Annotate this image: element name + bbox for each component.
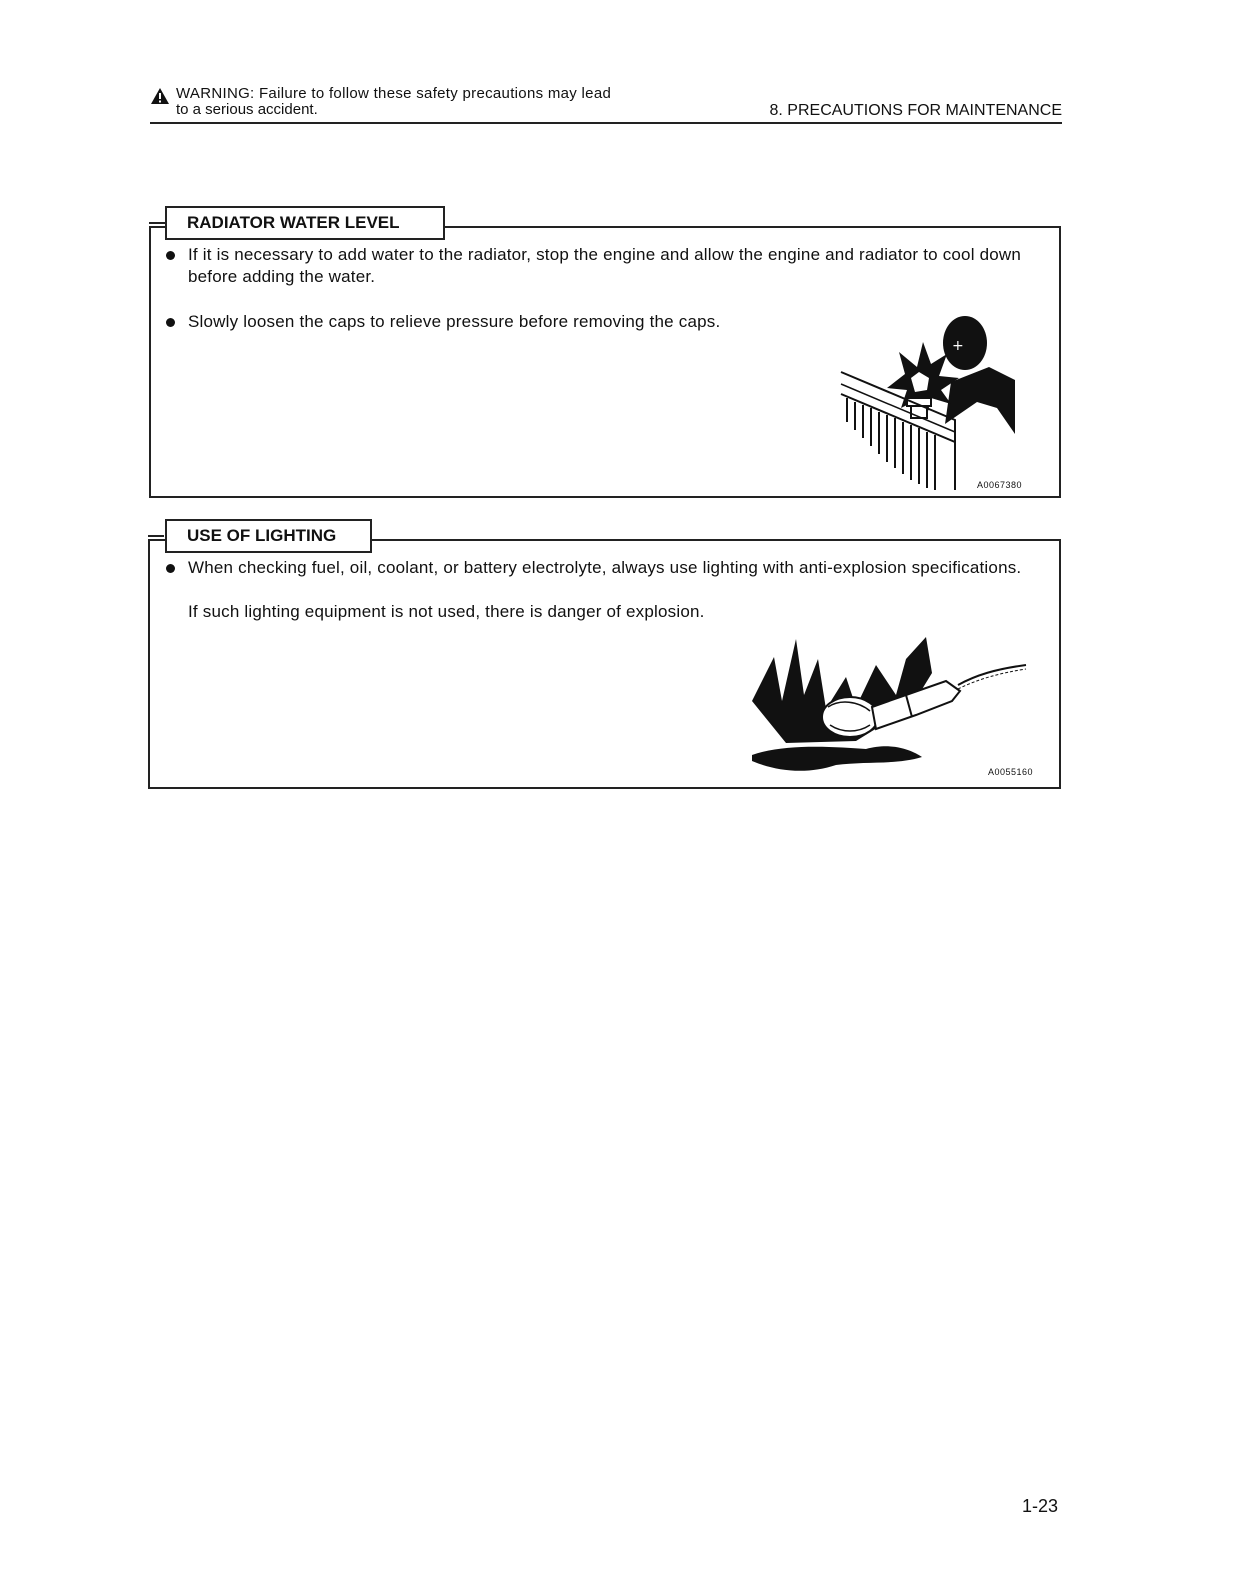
bullet-dot — [166, 318, 175, 327]
explosion-lamp-illustration — [746, 629, 1046, 779]
radiator-figure-code: A0067380 — [977, 480, 1023, 490]
lighting-box-tick — [148, 535, 164, 537]
radiator-bullet-1 — [188, 244, 1058, 288]
lighting-bullet-1 — [188, 557, 1058, 579]
radiator-bullet-1-text: If it is necessary to add water to the radiator, stop the engine and allow the engine and radiator to cool down before adding the water. — [188, 245, 1022, 286]
radiator-bullet-2 — [188, 311, 888, 333]
lighting-figure-code: A0055160 — [988, 767, 1034, 777]
warning-triangle-icon — [150, 87, 170, 105]
radiator-box-tick — [149, 222, 165, 224]
lighting-bullet-1-continued: If such lighting equipment is not used, there is danger of explosion. — [188, 602, 705, 621]
section-title: 8. PRECAUTIONS FOR MAINTENANCE — [769, 102, 1062, 119]
radiator-cap-illustration — [839, 312, 1019, 492]
lighting-bullet-1-text: When checking fuel, oil, coolant, or battery electrolyte, always use lighting with anti-explosion specifications. — [188, 558, 1022, 577]
lighting-section-title: USE OF LIGHTING — [165, 519, 372, 553]
svg-text:+: + — [952, 338, 964, 354]
page-header — [150, 84, 1062, 124]
radiator-bullet-2-text: Slowly loosen the caps to relieve pressure before removing the caps. — [188, 312, 721, 331]
bullet-dot — [166, 251, 175, 260]
warning-text-line2: to a serious accident. — [176, 101, 318, 118]
bullet-dot — [166, 564, 175, 573]
use-of-lighting-box — [148, 539, 1061, 789]
warning-text-line1: WARNING: Failure to follow these safety precautions may lead — [176, 85, 612, 102]
radiator-section-title: RADIATOR WATER LEVEL — [165, 206, 445, 240]
radiator-water-level-box — [149, 226, 1061, 498]
page-number: 1-23 — [1021, 1496, 1058, 1516]
